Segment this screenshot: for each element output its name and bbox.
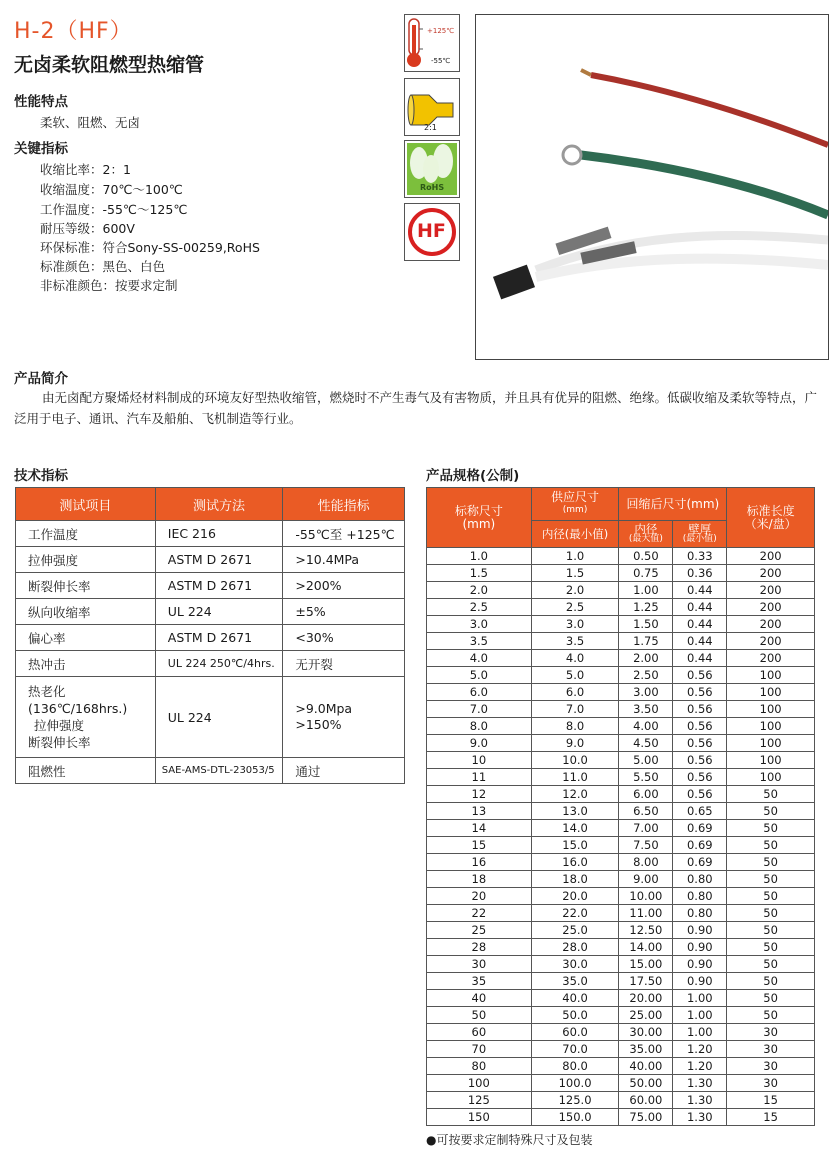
table-cell: 0.56	[673, 786, 727, 803]
table-cell: 70.0	[531, 1041, 619, 1058]
table-cell: 30	[427, 956, 532, 973]
table-cell: 5.00	[619, 752, 673, 769]
table-cell: 70	[427, 1041, 532, 1058]
table-cell: 2.0	[427, 582, 532, 599]
table-cell: 1.25	[619, 599, 673, 616]
table-cell: 50	[727, 837, 815, 854]
table-cell: 125.0	[531, 1092, 619, 1109]
table-row: 工作温度 IEC 216 -55℃至 +125℃	[16, 521, 405, 547]
table-cell: 5.50	[619, 769, 673, 786]
table-cell: 1.5	[531, 565, 619, 582]
table-cell: 11	[427, 769, 532, 786]
table-cell: 50	[727, 786, 815, 803]
table-cell: 0.44	[673, 616, 727, 633]
custom-note: ●可按要求定制特殊尺寸及包装	[426, 1133, 593, 1147]
hf-label: HF	[417, 220, 446, 242]
table-row	[427, 803, 815, 820]
table-cell: 30	[727, 1058, 815, 1075]
table-cell: 3.0	[427, 616, 532, 633]
table-cell: 0.56	[673, 718, 727, 735]
table-row	[427, 973, 815, 990]
table-cell: 0.80	[673, 871, 727, 888]
table-cell: 16.0	[531, 854, 619, 871]
table-cell: 100	[727, 667, 815, 684]
spec-heading: 产品规格(公制)	[426, 468, 520, 484]
table-cell: 50	[727, 854, 815, 871]
table-cell: 28	[427, 939, 532, 956]
table-cell: 0.56	[673, 701, 727, 718]
table-cell: 50	[727, 922, 815, 939]
product-photo	[475, 14, 829, 360]
table-cell: 2.00	[619, 650, 673, 667]
table-row	[427, 1024, 815, 1041]
tech-heading: 技术指标	[14, 468, 68, 484]
key-spec-line: 收缩温度：70℃～100℃	[40, 182, 183, 197]
table-row: 断裂伸长率 ASTM D 2671 >200%	[16, 573, 405, 599]
table-cell: 0.90	[673, 956, 727, 973]
table-cell: 50	[727, 820, 815, 837]
table-cell: 40	[427, 990, 532, 1007]
table-row	[427, 1092, 815, 1109]
table-row	[427, 956, 815, 973]
key-spec-line: 耐压等级：600V	[40, 221, 135, 236]
key-spec-line: 标准颜色：黑色、白色	[40, 259, 166, 274]
table-cell: 0.69	[673, 854, 727, 871]
table-row: 拉伸强度 ASTM D 2671 >10.4MPa	[16, 547, 405, 573]
table-cell: 35.00	[619, 1041, 673, 1058]
table-cell: 40.00	[619, 1058, 673, 1075]
table-row	[427, 650, 815, 667]
table-cell: 13	[427, 803, 532, 820]
table-row	[427, 905, 815, 922]
table-cell: 100.0	[531, 1075, 619, 1092]
table-row: 热老化 (136℃/168hrs.) 拉伸强度 断裂伸长率 UL 224 >9.0Mpa >150%	[16, 677, 405, 758]
table-cell: 50	[727, 803, 815, 820]
table-cell: 50.0	[531, 1007, 619, 1024]
spec-header-supply: 供应尺寸	[551, 490, 600, 504]
table-cell: 30	[727, 1075, 815, 1092]
table-cell: 50.00	[619, 1075, 673, 1092]
table-row	[427, 1041, 815, 1058]
spec-header-nominal: 标称尺寸	[454, 503, 503, 518]
table-row	[427, 684, 815, 701]
table-row: 偏心率 ASTM D 2671 <30%	[16, 625, 405, 651]
tech-table	[15, 487, 405, 784]
table-cell: 0.50	[619, 548, 673, 565]
intro-text: 由无卤配方聚烯烃材料制成的环境友好型热收缩管，燃烧时不产生毒气及有害物质，并且具有优异的阻燃、绝缘。低碳收缩及柔软等特点，广泛用于电子、通讯、汽车及船舶、飞机制造等行业。	[14, 390, 818, 426]
table-row	[427, 922, 815, 939]
table-row	[427, 735, 815, 752]
table-cell: 6.50	[619, 803, 673, 820]
table-row	[427, 820, 815, 837]
table-cell: 1.20	[673, 1058, 727, 1075]
table-cell: 60.00	[619, 1092, 673, 1109]
table-cell: 1.30	[673, 1092, 727, 1109]
table-cell: 22.0	[531, 905, 619, 922]
table-cell: 1.00	[619, 582, 673, 599]
table-cell: 16	[427, 854, 532, 871]
table-cell: 150	[427, 1109, 532, 1126]
table-cell: 0.90	[673, 922, 727, 939]
table-cell: 7.0	[427, 701, 532, 718]
product-code: H-2（HF）	[14, 19, 133, 44]
table-cell: 6.0	[427, 684, 532, 701]
table-cell: 100	[727, 769, 815, 786]
table-cell: 13.0	[531, 803, 619, 820]
table-cell: 12	[427, 786, 532, 803]
table-cell: 1.0	[531, 548, 619, 565]
table-cell: 11.0	[531, 769, 619, 786]
table-cell: 100	[727, 735, 815, 752]
table-row: 热冲击 UL 224 250℃/4hrs. 无开裂	[16, 651, 405, 677]
tech-header-method: 测试方法	[155, 488, 283, 521]
key-spec-line: 非标准颜色：按要求定制	[40, 278, 178, 293]
table-cell: 2.5	[427, 599, 532, 616]
table-cell: 0.69	[673, 820, 727, 837]
table-cell: 0.44	[673, 633, 727, 650]
table-cell: 9.00	[619, 871, 673, 888]
table-cell: 0.56	[673, 684, 727, 701]
table-cell: 50	[727, 990, 815, 1007]
features-heading: 性能特点	[14, 94, 68, 110]
table-cell: 1.30	[673, 1075, 727, 1092]
table-cell: 1.5	[427, 565, 532, 582]
table-cell: 0.56	[673, 769, 727, 786]
table-row	[427, 599, 815, 616]
table-cell: 2.0	[531, 582, 619, 599]
table-cell: 1.20	[673, 1041, 727, 1058]
table-row	[427, 633, 815, 650]
table-row	[427, 769, 815, 786]
table-cell: 1.30	[673, 1109, 727, 1126]
table-cell: 50	[727, 1007, 815, 1024]
table-cell: 1.0	[427, 548, 532, 565]
table-cell: 80	[427, 1058, 532, 1075]
table-row: 阻燃性 SAE-AMS-DTL-23053/5 通过	[16, 758, 405, 784]
table-cell: 18.0	[531, 871, 619, 888]
table-row	[427, 871, 815, 888]
table-cell: 6.00	[619, 786, 673, 803]
table-cell: 80.0	[531, 1058, 619, 1075]
table-cell: 20	[427, 888, 532, 905]
table-cell: 0.33	[673, 548, 727, 565]
table-cell: 30	[727, 1041, 815, 1058]
table-cell: 35.0	[531, 973, 619, 990]
table-cell: 125	[427, 1092, 532, 1109]
table-cell: 1.00	[673, 990, 727, 1007]
table-cell: 8.0	[427, 718, 532, 735]
table-cell: 100	[727, 718, 815, 735]
table-row: 纵向收缩率 UL 224 ±5%	[16, 599, 405, 625]
table-cell: 200	[727, 616, 815, 633]
table-cell: 3.0	[531, 616, 619, 633]
table-cell: 200	[727, 548, 815, 565]
table-cell: 35	[427, 973, 532, 990]
table-cell: 28.0	[531, 939, 619, 956]
table-cell: 0.44	[673, 650, 727, 667]
table-cell: 200	[727, 650, 815, 667]
table-row	[427, 582, 815, 599]
features-text: 柔软、阻燃、无卤	[40, 115, 141, 130]
table-cell: 0.65	[673, 803, 727, 820]
table-cell: 50	[727, 956, 815, 973]
table-cell: 100	[427, 1075, 532, 1092]
table-cell: 50	[727, 939, 815, 956]
table-cell: 0.44	[673, 599, 727, 616]
table-cell: 4.0	[531, 650, 619, 667]
table-cell: 3.50	[619, 701, 673, 718]
table-cell: 7.0	[531, 701, 619, 718]
product-name: 无卤柔软阻燃型热缩管	[14, 54, 205, 76]
table-cell: 10.0	[531, 752, 619, 769]
spec-header-recovered: 回缩后尺寸(mm)	[619, 488, 727, 521]
table-cell: 0.44	[673, 582, 727, 599]
temp-high-label: +125℃	[427, 27, 455, 35]
table-cell: 7.00	[619, 820, 673, 837]
table-row	[427, 1007, 815, 1024]
rohs-label: RoHS	[420, 183, 445, 192]
table-cell: 9.0	[531, 735, 619, 752]
table-cell: 22	[427, 905, 532, 922]
key-spec-line: 工作温度：-55℃～125℃	[40, 202, 188, 217]
table-cell: 100	[727, 684, 815, 701]
table-cell: 11.00	[619, 905, 673, 922]
table-cell: 3.00	[619, 684, 673, 701]
table-cell: 60.0	[531, 1024, 619, 1041]
table-cell: 200	[727, 599, 815, 616]
table-cell: 15	[427, 837, 532, 854]
table-cell: 14.00	[619, 939, 673, 956]
table-row	[427, 565, 815, 582]
table-cell: 8.0	[531, 718, 619, 735]
table-row	[427, 701, 815, 718]
table-cell: 1.50	[619, 616, 673, 633]
key-specs-heading: 关键指标	[14, 141, 68, 157]
table-cell: 0.80	[673, 905, 727, 922]
table-row	[427, 854, 815, 871]
table-cell: 75.00	[619, 1109, 673, 1126]
table-cell: 1.00	[673, 1024, 727, 1041]
table-row	[427, 752, 815, 769]
table-cell: 15	[727, 1109, 815, 1126]
table-cell: 8.00	[619, 854, 673, 871]
table-cell: 0.56	[673, 752, 727, 769]
table-cell: 0.90	[673, 973, 727, 990]
table-cell: 30	[727, 1024, 815, 1041]
table-cell: 0.36	[673, 565, 727, 582]
table-cell: 0.90	[673, 939, 727, 956]
table-cell: 12.0	[531, 786, 619, 803]
table-cell: 0.56	[673, 667, 727, 684]
table-cell: 3.5	[531, 633, 619, 650]
rohs-tree-icon	[404, 140, 460, 198]
table-cell: 2.5	[531, 599, 619, 616]
key-spec-line: 收缩比率：2：1	[40, 162, 131, 177]
table-cell: 15.00	[619, 956, 673, 973]
table-cell: 4.0	[427, 650, 532, 667]
table-cell: 6.0	[531, 684, 619, 701]
temperature-icon	[404, 14, 460, 72]
tech-header-value: 性能指标	[283, 488, 405, 521]
tech-header-item: 测试项目	[16, 488, 156, 521]
table-cell: 1.00	[673, 1007, 727, 1024]
table-row	[427, 786, 815, 803]
table-cell: 0.75	[619, 565, 673, 582]
table-cell: 25	[427, 922, 532, 939]
table-cell: 200	[727, 633, 815, 650]
table-cell: 40.0	[531, 990, 619, 1007]
table-cell: 20.0	[531, 888, 619, 905]
shrink-ratio-icon	[404, 78, 460, 136]
table-row	[427, 1075, 815, 1092]
table-row	[427, 990, 815, 1007]
table-cell: 2.50	[619, 667, 673, 684]
table-cell: 7.50	[619, 837, 673, 854]
table-cell: 4.50	[619, 735, 673, 752]
table-row	[427, 616, 815, 633]
table-cell: 10	[427, 752, 532, 769]
table-cell: 150.0	[531, 1109, 619, 1126]
table-cell: 60	[427, 1024, 532, 1041]
table-cell: 3.5	[427, 633, 532, 650]
table-cell: 0.80	[673, 888, 727, 905]
table-cell: 4.00	[619, 718, 673, 735]
table-row	[427, 1058, 815, 1075]
table-cell: 30.0	[531, 956, 619, 973]
table-cell: 5.0	[427, 667, 532, 684]
table-cell: 5.0	[531, 667, 619, 684]
table-cell: 25.0	[531, 922, 619, 939]
table-cell: 50	[427, 1007, 532, 1024]
ratio-label: 2:1	[424, 123, 437, 132]
table-cell: 0.56	[673, 735, 727, 752]
table-row	[427, 837, 815, 854]
table-cell: 1.75	[619, 633, 673, 650]
table-cell: 18	[427, 871, 532, 888]
table-cell: 200	[727, 565, 815, 582]
table-row	[427, 1109, 815, 1126]
table-cell: 100	[727, 752, 815, 769]
table-cell: 50	[727, 871, 815, 888]
table-cell: 50	[727, 905, 815, 922]
table-cell: 17.50	[619, 973, 673, 990]
spec-table: 标称尺寸 (mm) 供应尺寸 (mm) 回缩后尺寸(mm) 标准长度 （米/盘） 内径(最小值) 内径 (最大值) 壁厚 (最小值) 1.0 1.0 0.50 0.33 200 1.5 1.5 0.75 0.36 200 2.0 2.0 1.00 0.44 200 2.5 2.5 1.25 0.44 200 3.0 3.0 1.50 0.44 200 3.5 3.5 1.75 0.44 200 4.0 4.0 2.00 0.44 200 5.0 5.0 2.50 0.56 100 6.0 6.0 3.00 0.56 100 7.0 7.0 3.50 0.56 100 8.0 8.0 4.00 0.56 100 9.0 9.0 4.50 0.56 100 10 10.0 5.00 0.56 100 11 11.0 5.50 0.56 100 12 12.0 6.00 0.56 50 13 13.0 6.50 0.65 50 14 14.0 7.00 0.69 50 15 15.0 7.50 0.69 50 16 16.0 8.00 0.69 50 18 18.0 9.00 0.80 50 20 20.0 10.00 0.80 50 22 22.0 11.00 0.80 50 25 25.0 12.50 0.90 50 28 28.0 14.00 0.90 50 30 30.0 15.00 0.90 50 35 35.0 17.50 0.90 50 40 40.0 20.00 1.00 50 50 50.0 25.00 1.00 50 60 60.0 30.00 1.00 30 70 70.0 35.00 1.20 30 80 80.0 40.00 1.20 30 100 100.0 50.00 1.30 30 125 125.0 60.00 1.30 15 150 150.0 75.00 1.30 15	[426, 487, 815, 1126]
table-cell: 15	[727, 1092, 815, 1109]
table-row	[427, 667, 815, 684]
table-row	[427, 939, 815, 956]
table-cell: 14.0	[531, 820, 619, 837]
table-cell: 15.0	[531, 837, 619, 854]
table-row	[427, 548, 815, 565]
intro-heading: 产品简介	[14, 371, 68, 387]
halogen-free-icon	[404, 203, 460, 261]
table-cell: 25.00	[619, 1007, 673, 1024]
table-cell: 50	[727, 888, 815, 905]
table-cell: 14	[427, 820, 532, 837]
table-cell: 30.00	[619, 1024, 673, 1041]
temp-low-label: -55℃	[431, 57, 451, 65]
spec-header-length: 标准长度	[746, 503, 795, 518]
table-cell: 100	[727, 701, 815, 718]
table-cell: 200	[727, 582, 815, 599]
table-cell: 20.00	[619, 990, 673, 1007]
table-row	[427, 718, 815, 735]
table-cell: 9.0	[427, 735, 532, 752]
table-row	[427, 888, 815, 905]
table-cell: 12.50	[619, 922, 673, 939]
key-spec-line: 环保标准：符合Sony-SS-00259,RoHS	[40, 240, 260, 255]
table-cell: 0.69	[673, 837, 727, 854]
table-cell: 10.00	[619, 888, 673, 905]
table-cell: 50	[727, 973, 815, 990]
